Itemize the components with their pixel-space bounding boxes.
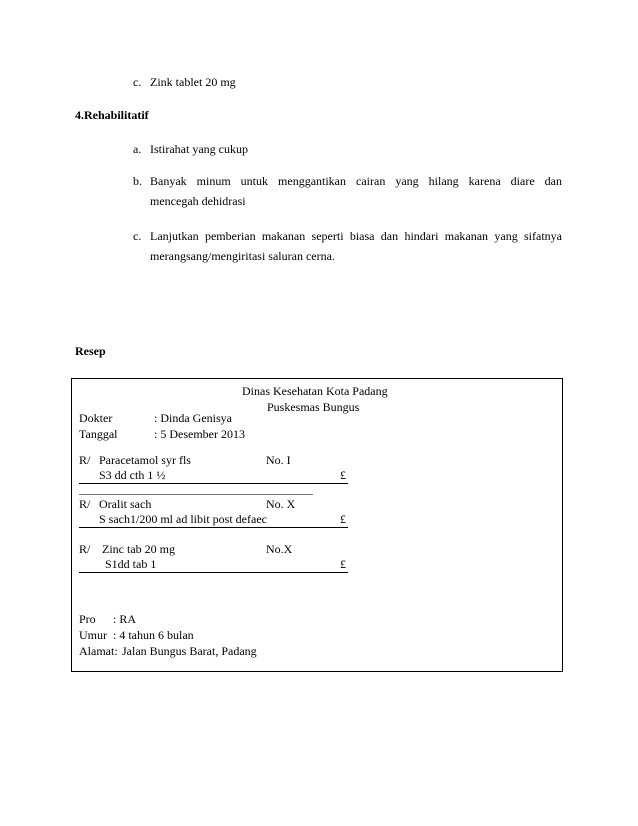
list-item-text: mencegah dehidrasi	[150, 194, 246, 208]
clinic-name: Dinas Kesehatan Kota Padang	[242, 384, 388, 398]
drug-name: Oralit sach	[99, 497, 152, 511]
drug-quantity: No.X	[266, 542, 293, 556]
drug-name: Zinc tab 20 mg	[102, 542, 175, 556]
signature-mark: £	[340, 557, 346, 571]
rx-symbol: R/	[79, 453, 91, 467]
resep-heading: Resep	[75, 344, 106, 358]
section-heading: 4.Rehabilitatif	[75, 108, 149, 122]
pro-label: Pro	[79, 612, 96, 626]
signa-text: S3 dd cth 1 ½	[99, 468, 166, 482]
signa-underline	[79, 483, 348, 484]
drug-quantity: No. X	[266, 497, 296, 511]
pro-value: : RA	[113, 612, 137, 626]
list-item-text: merangsang/mengiritasi saluran cerna.	[150, 249, 335, 263]
list-item-text: Banyak minum untuk menggantikan cairan yang hilang karena diare dan	[150, 174, 562, 188]
signa-underline	[79, 572, 348, 573]
list-item-text: Zink tablet 20 mg	[150, 75, 236, 89]
umur-value: : 4 tahun 6 bulan	[113, 628, 194, 642]
list-marker: c.	[133, 75, 142, 89]
signa-underline	[79, 527, 348, 528]
tanggal-value: : 5 Desember 2013	[154, 427, 245, 441]
separator-line	[79, 494, 313, 495]
list-marker: a.	[133, 142, 142, 156]
rx-symbol: R/	[79, 497, 91, 511]
signature-mark: £	[340, 512, 346, 526]
alamat-label: Alamat:	[79, 644, 118, 658]
rx-symbol: R/	[79, 542, 91, 556]
drug-name: Paracetamol syr fls	[99, 453, 191, 467]
alamat-value: Jalan Bungus Barat, Padang	[122, 644, 257, 658]
drug-quantity: No. I	[266, 453, 291, 467]
signa-text: S sach1/200 ml ad libit post defaec	[99, 512, 267, 526]
list-marker: c.	[133, 229, 142, 243]
dokter-value: : Dinda Genisya	[154, 411, 232, 425]
tanggal-label: Tanggal	[79, 427, 118, 441]
puskesmas-name: Puskesmas Bungus	[267, 400, 360, 414]
list-marker: b.	[133, 174, 142, 188]
list-item-text: Istirahat yang cukup	[150, 142, 248, 156]
dokter-label: Dokter	[79, 411, 113, 425]
signa-text: S1dd tab 1	[105, 557, 157, 571]
umur-label: Umur	[79, 628, 107, 642]
list-item-text: Lanjutkan pemberian makanan seperti biasa dan hindari makanan yang sifatnya	[150, 229, 562, 243]
signature-mark: £	[340, 468, 346, 482]
